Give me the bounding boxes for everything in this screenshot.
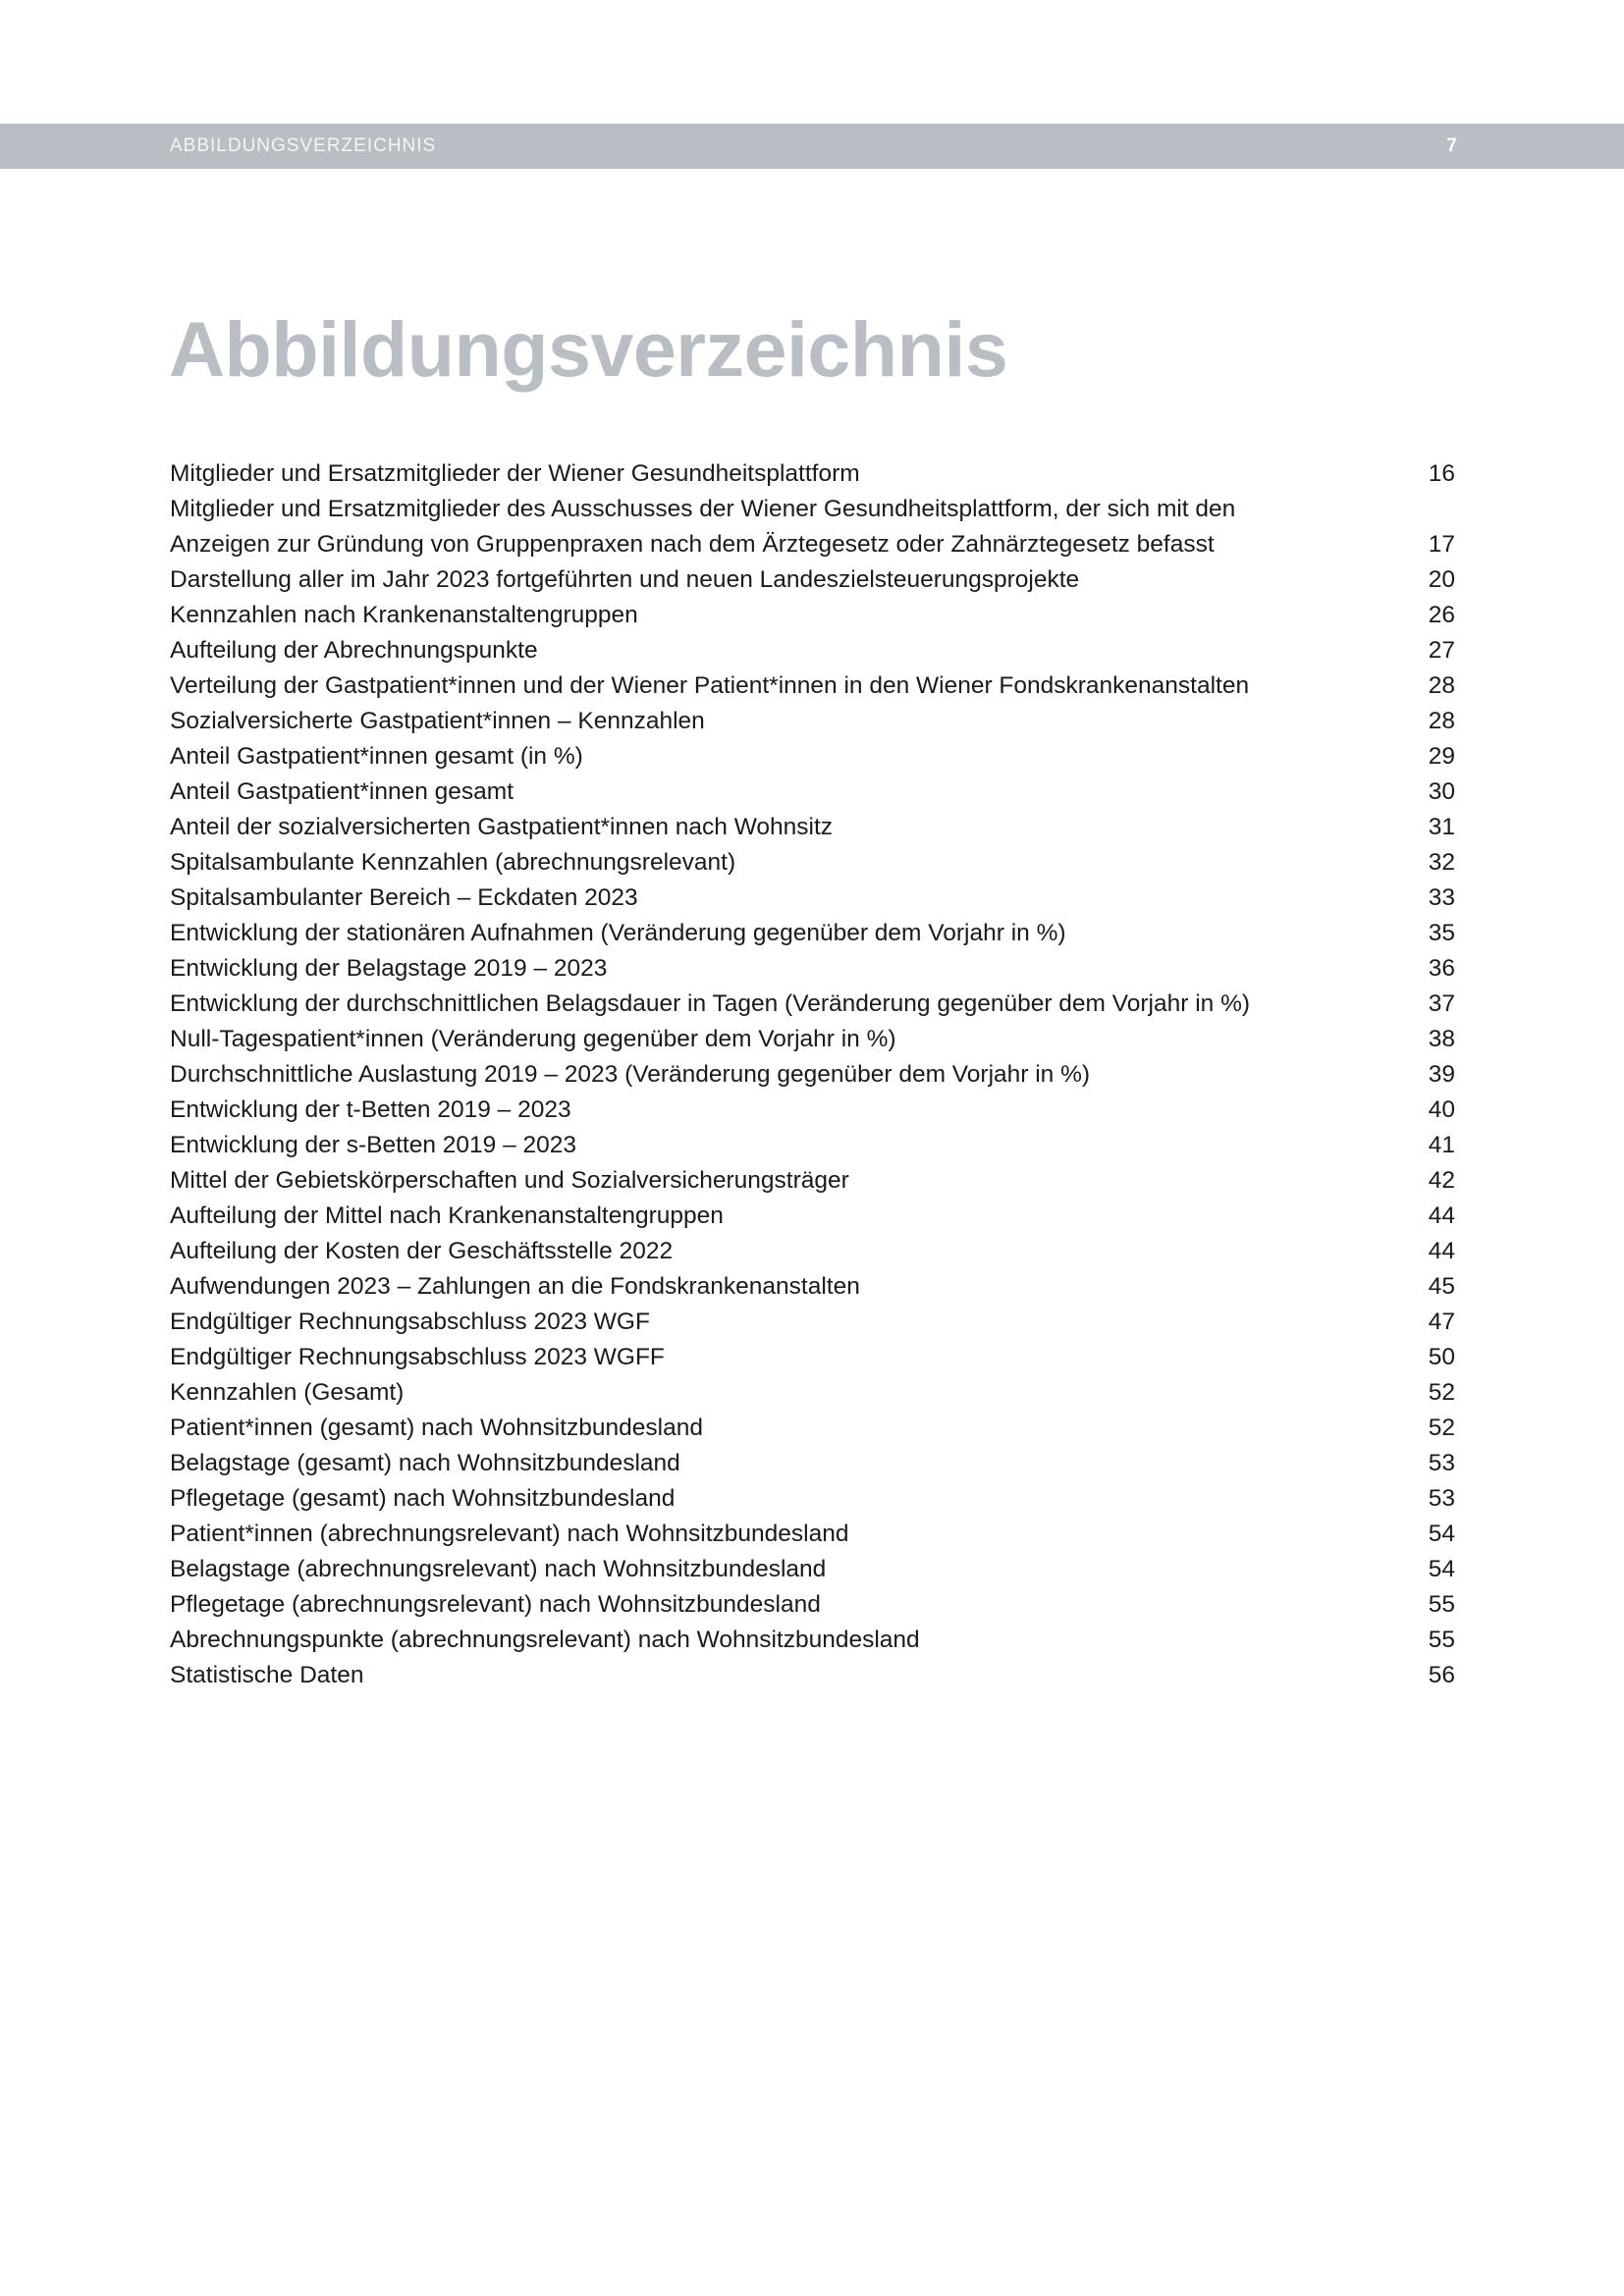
figure-entry[interactable] [170, 916, 1455, 951]
figure-entry[interactable] [170, 810, 1455, 845]
figure-entry[interactable] [170, 1234, 1455, 1269]
figure-entry-page: 53 [1428, 1485, 1455, 1512]
figure-entry[interactable] [170, 1517, 1455, 1552]
figure-entry-title: Spitalsambulanter Bereich – Eckdaten 2023 [170, 884, 638, 911]
running-header [0, 124, 1624, 169]
figure-entry[interactable] [170, 1340, 1455, 1375]
figure-entry-page: 31 [1428, 814, 1455, 840]
figure-entry-page: 56 [1428, 1662, 1455, 1688]
figure-entry-title: Abrechnungspunkte (abrechnungsrelevant) nach Wohnsitzbundesland [170, 1627, 920, 1653]
figure-entry-title: Entwicklung der stationären Aufnahmen (Veränderung gegenüber dem Vorjahr in %) [170, 920, 1066, 946]
figure-entry-title: Belagstage (abrechnungsrelevant) nach Wohnsitzbundesland [170, 1556, 827, 1582]
figure-entry-title: Statistische Daten [170, 1662, 364, 1688]
figure-entry-page: 44 [1428, 1238, 1455, 1264]
figure-entry-page: 44 [1428, 1202, 1455, 1229]
figure-entry-page: 55 [1428, 1627, 1455, 1653]
figure-entry-title: Aufteilung der Kosten der Geschäftsstelle 2022 [170, 1238, 674, 1264]
figure-entry[interactable] [170, 1623, 1455, 1658]
figure-entry[interactable] [170, 1128, 1455, 1163]
figure-entry-page: 20 [1428, 566, 1455, 593]
figure-entry-title: Patient*innen (abrechnungsrelevant) nach Wohnsitzbundesland [170, 1521, 849, 1547]
figure-entry[interactable] [170, 987, 1455, 1022]
figure-entry-page: 16 [1428, 460, 1455, 487]
figure-entry-page: 55 [1428, 1591, 1455, 1618]
figure-entry-title: Entwicklung der t-Betten 2019 – 2023 [170, 1096, 571, 1123]
figure-entry-title: Belagstage (gesamt) nach Wohnsitzbundesland [170, 1450, 680, 1476]
figure-entry-title: Kennzahlen nach Krankenanstaltengruppen [170, 602, 638, 628]
page-title: Abbildungsverzeichnis [169, 305, 1008, 393]
figure-entry-page: 29 [1428, 743, 1455, 770]
figure-entry-title: Aufteilung der Mittel nach Krankenanstaltengruppen [170, 1202, 724, 1229]
figure-entry-page: 54 [1428, 1556, 1455, 1582]
figure-entry-page: 53 [1428, 1450, 1455, 1476]
figure-entry-page: 45 [1428, 1273, 1455, 1300]
figure-entry-title: Pflegetage (gesamt) nach Wohnsitzbundesland [170, 1485, 676, 1512]
figure-entry[interactable] [170, 1305, 1455, 1340]
figure-entry-title: Sozialversicherte Gastpatient*innen – Kennzahlen [170, 708, 705, 734]
figure-entry-title: Mittel der Gebietskörperschaften und Sozialversicherungsträger [170, 1167, 849, 1194]
figure-entry-title: Durchschnittliche Auslastung 2019 – 2023 (Veränderung gegenüber dem Vorjahr in %) [170, 1061, 1091, 1088]
figure-entry-title: Entwicklung der Belagstage 2019 – 2023 [170, 955, 608, 982]
header-section-label: ABBILDUNGSVERZEICHNIS [170, 135, 437, 156]
figure-entry-title: Aufteilung der Abrechnungspunkte [170, 637, 538, 664]
figure-entry[interactable] [170, 951, 1455, 987]
figure-entry[interactable] [170, 1658, 1455, 1693]
figure-entry-title: Verteilung der Gastpatient*innen und der Wiener Patient*innen in den Wiener Fondskrankenanstalten [170, 672, 1250, 699]
figure-entry[interactable] [170, 704, 1455, 739]
figure-entry-page: 38 [1428, 1026, 1455, 1052]
figure-entry-page: 52 [1428, 1379, 1455, 1406]
figure-entry-title: Entwicklung der durchschnittlichen Belagsdauer in Tagen (Veränderung gegenüber dem Vorjahr in %) [170, 990, 1251, 1017]
figure-entry-title: Anteil der sozialversicherten Gastpatient*innen nach Wohnsitz [170, 814, 834, 840]
figure-entry[interactable] [170, 1587, 1455, 1623]
figure-entry[interactable] [170, 1269, 1455, 1305]
figure-entry-page: 54 [1428, 1521, 1455, 1547]
figure-entry[interactable] [170, 1552, 1455, 1587]
figure-entry-title: Pflegetage (abrechnungsrelevant) nach Wohnsitzbundesland [170, 1591, 821, 1618]
figure-entry-page: 36 [1428, 955, 1455, 982]
figure-entry[interactable] [170, 633, 1455, 668]
figure-entry-page: 28 [1428, 708, 1455, 734]
figure-entry[interactable] [170, 1163, 1455, 1199]
figure-entry-page: 39 [1428, 1061, 1455, 1088]
figure-entry-title: Anteil Gastpatient*innen gesamt (in %) [170, 743, 583, 770]
figure-entry[interactable] [170, 1375, 1455, 1411]
figure-entry-page: 30 [1428, 778, 1455, 805]
figure-entry[interactable] [170, 1022, 1455, 1057]
figure-entry-page: 17 [1428, 531, 1455, 558]
figure-list [170, 456, 1455, 1693]
figure-entry-title: Endgültiger Rechnungsabschluss 2023 WGFF [170, 1344, 665, 1370]
figure-entry[interactable] [170, 1057, 1455, 1093]
figure-entry[interactable] [170, 845, 1455, 881]
figure-entry-title: Null-Tagespatient*innen (Veränderung gegenüber dem Vorjahr in %) [170, 1026, 896, 1052]
figure-entry-title: Darstellung aller im Jahr 2023 fortgeführten und neuen Landeszielsteuerungsprojekte [170, 566, 1080, 593]
figure-entry-page: 33 [1428, 884, 1455, 911]
figure-entry-title: Anzeigen zur Gründung von Gruppenpraxen nach dem Ärztegesetz oder Zahnärztegesetz befasst [170, 531, 1215, 558]
figure-entry[interactable] [170, 1199, 1455, 1234]
figure-entry-page: 28 [1428, 672, 1455, 699]
figure-entry[interactable] [170, 1093, 1455, 1128]
figure-entry-title: Mitglieder und Ersatzmitglieder der Wiener Gesundheitsplattform [170, 460, 860, 487]
figure-entry-page: 35 [1428, 920, 1455, 946]
figure-entry[interactable] [170, 1446, 1455, 1481]
figure-entry[interactable] [170, 1411, 1455, 1446]
figure-entry-page: 42 [1428, 1167, 1455, 1194]
figure-entry-title: Aufwendungen 2023 – Zahlungen an die Fondskrankenanstalten [170, 1273, 860, 1300]
figure-entry-page: 27 [1428, 637, 1455, 664]
figure-entry[interactable] [170, 562, 1455, 598]
figure-entry-page: 47 [1428, 1308, 1455, 1335]
figure-entry-title: Patient*innen (gesamt) nach Wohnsitzbundesland [170, 1415, 703, 1441]
figure-entry-page: 32 [1428, 849, 1455, 876]
figure-entry-page: 41 [1428, 1132, 1455, 1158]
figure-entry-title: Spitalsambulante Kennzahlen (abrechnungsrelevant) [170, 849, 736, 876]
figure-entry-page: 40 [1428, 1096, 1455, 1123]
figure-entry-title: Mitglieder und Ersatzmitglieder des Ausschusses der Wiener Gesundheitsplattform, der sich mit den [170, 496, 1236, 522]
header-page-number: 7 [1446, 135, 1457, 156]
figure-entry-page: 26 [1428, 602, 1455, 628]
figure-entry-title: Kennzahlen (Gesamt) [170, 1379, 405, 1406]
figure-entry-page: 52 [1428, 1415, 1455, 1441]
figure-entry[interactable] [170, 492, 1455, 562]
figure-entry-title: Anteil Gastpatient*innen gesamt [170, 778, 514, 805]
figure-entry-title: Endgültiger Rechnungsabschluss 2023 WGF [170, 1308, 650, 1335]
figure-entry[interactable] [170, 598, 1455, 633]
figure-entry[interactable] [170, 1481, 1455, 1517]
figure-entry[interactable] [170, 456, 1455, 492]
figure-entry-page: 50 [1428, 1344, 1455, 1370]
figure-entry-title: Entwicklung der s-Betten 2019 – 2023 [170, 1132, 577, 1158]
figure-entry[interactable] [170, 774, 1455, 810]
figure-entry[interactable] [170, 668, 1455, 704]
figure-entry-page: 37 [1428, 990, 1455, 1017]
figure-entry[interactable] [170, 739, 1455, 774]
figure-entry[interactable] [170, 881, 1455, 916]
